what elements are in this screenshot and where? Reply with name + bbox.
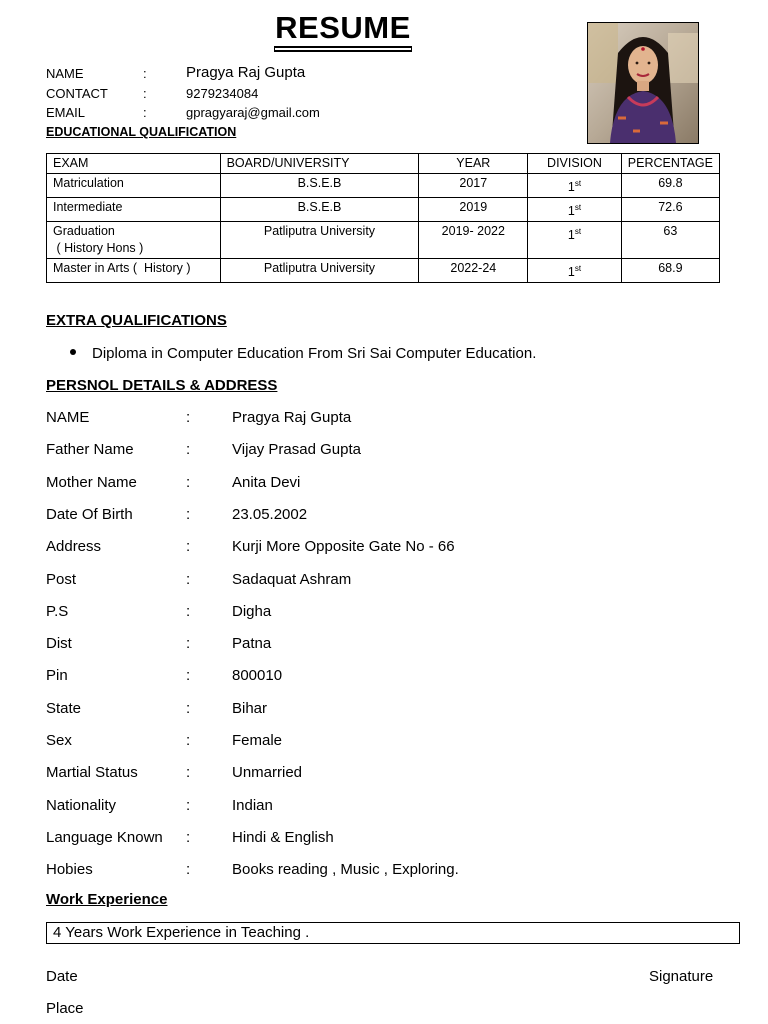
header-label: CONTACT bbox=[46, 86, 108, 101]
detail-label: Martial Status bbox=[46, 764, 138, 782]
header-colon: : bbox=[143, 66, 147, 81]
detail-colon: : bbox=[186, 473, 191, 491]
detail-value: Vijay Prasad Gupta bbox=[232, 441, 361, 459]
exam-cell: Master in Arts ( History ) bbox=[47, 259, 221, 283]
detail-label: Nationality bbox=[46, 796, 117, 814]
personal-heading: PERSNOL DETAILS & ADDRESS bbox=[46, 377, 278, 394]
detail-colon: : bbox=[186, 505, 191, 523]
table-row bbox=[47, 222, 720, 259]
header-colon: : bbox=[143, 86, 147, 101]
detail-colon: : bbox=[186, 635, 191, 653]
education-table bbox=[46, 153, 720, 283]
exam-cell: Matriculation bbox=[47, 174, 221, 198]
detail-label: NAME bbox=[46, 409, 90, 426]
work-heading: Work Experience bbox=[46, 891, 168, 908]
detail-label: Hobies bbox=[46, 861, 93, 879]
detail-value: Unmarried bbox=[232, 764, 303, 782]
header-colon: : bbox=[143, 105, 147, 120]
detail-label: Date Of Birth bbox=[46, 505, 133, 523]
detail-colon: : bbox=[186, 796, 191, 814]
detail-label: Post bbox=[46, 570, 77, 588]
year-cell: 2019 bbox=[419, 198, 528, 222]
detail-value: Books reading , Music , Exploring. bbox=[232, 861, 459, 879]
date-label: Date bbox=[46, 968, 78, 985]
detail-value: Sadaquat Ashram bbox=[232, 570, 352, 588]
list-item: Diploma in Computer Education From Sri Sai Computer Education. bbox=[70, 345, 536, 362]
detail-colon: : bbox=[186, 828, 191, 846]
header-label: NAME bbox=[46, 66, 84, 81]
column-header: BOARD/UNIVERSITY bbox=[220, 154, 419, 174]
detail-colon: : bbox=[186, 861, 191, 879]
percentage-cell: 68.9 bbox=[621, 259, 719, 283]
percentage-cell: 69.8 bbox=[621, 174, 719, 198]
board-cell: B.S.E.B bbox=[220, 198, 419, 222]
column-header: PERCENTAGE bbox=[621, 154, 719, 174]
header-contact-value: 9279234084 bbox=[186, 86, 259, 101]
detail-value: Kurji More Opposite Gate No - 66 bbox=[232, 538, 455, 556]
education-heading: EDUCATIONAL QUALIFICATION bbox=[46, 125, 237, 139]
division-cell: 1st bbox=[528, 259, 622, 283]
division-cell: 1st bbox=[528, 174, 622, 198]
column-header: YEAR bbox=[419, 154, 528, 174]
header-label: EMAIL bbox=[46, 105, 86, 120]
year-cell: 2019- 2022 bbox=[419, 222, 528, 259]
division-cell: 1st bbox=[528, 198, 622, 222]
detail-colon: : bbox=[186, 409, 191, 426]
detail-label: Father Name bbox=[46, 441, 134, 459]
table-row bbox=[47, 198, 720, 222]
detail-colon: : bbox=[186, 570, 191, 588]
detail-value: Bihar bbox=[232, 699, 268, 717]
detail-label: Dist bbox=[46, 635, 72, 653]
detail-value: Pragya Raj Gupta bbox=[232, 409, 352, 426]
detail-value: Patna bbox=[232, 635, 272, 653]
bullet-icon bbox=[70, 349, 76, 355]
board-cell: Patliputra University bbox=[220, 222, 419, 259]
detail-label: Address bbox=[46, 538, 102, 556]
detail-label: P.S bbox=[46, 602, 69, 620]
column-header: EXAM bbox=[47, 154, 221, 174]
header-email-value: gpragyaraj@gmail.com bbox=[186, 105, 320, 120]
detail-label: Sex bbox=[46, 732, 72, 749]
detail-label: Mother Name bbox=[46, 473, 137, 491]
detail-value: Digha bbox=[232, 602, 272, 620]
detail-value: Hindi & English bbox=[232, 828, 334, 846]
resume-title: RESUME bbox=[0, 10, 686, 46]
detail-label: State bbox=[46, 699, 82, 717]
detail-colon: : bbox=[186, 732, 191, 749]
column-header: DIVISION bbox=[528, 154, 622, 174]
detail-value: Indian bbox=[232, 796, 273, 814]
detail-colon: : bbox=[186, 538, 191, 556]
detail-label: Language Known bbox=[46, 828, 163, 846]
exam-cell: Intermediate bbox=[47, 198, 221, 222]
year-cell: 2017 bbox=[419, 174, 528, 198]
division-cell: 1st bbox=[528, 222, 622, 259]
detail-label: Pin bbox=[46, 667, 68, 685]
detail-value: Anita Devi bbox=[232, 473, 301, 491]
table-row bbox=[47, 174, 720, 198]
detail-value: 23.05.2002 bbox=[232, 505, 308, 523]
percentage-cell: 63 bbox=[621, 222, 719, 259]
extra-heading: EXTRA QUALIFICATIONS bbox=[46, 312, 227, 329]
exam-cell: Graduation ( History Hons ) bbox=[47, 222, 221, 259]
place-label: Place bbox=[46, 1000, 84, 1017]
board-cell: Patliputra University bbox=[220, 259, 419, 283]
detail-colon: : bbox=[186, 699, 191, 717]
table-row bbox=[47, 259, 720, 283]
detail-colon: : bbox=[186, 764, 191, 782]
detail-colon: : bbox=[186, 667, 191, 685]
detail-value: 800010 bbox=[232, 667, 283, 685]
year-cell: 2022-24 bbox=[419, 259, 528, 283]
table-header-row bbox=[47, 154, 720, 174]
header-name-value: Pragya Raj Gupta bbox=[186, 64, 306, 81]
detail-value: Female bbox=[232, 732, 283, 749]
signature-label: Signature bbox=[649, 968, 714, 985]
board-cell: B.S.E.B bbox=[220, 174, 419, 198]
profile-photo bbox=[587, 22, 699, 144]
detail-colon: : bbox=[186, 441, 191, 459]
detail-colon: : bbox=[186, 602, 191, 620]
percentage-cell: 72.6 bbox=[621, 198, 719, 222]
work-experience-box: 4 Years Work Experience in Teaching . bbox=[46, 922, 740, 944]
